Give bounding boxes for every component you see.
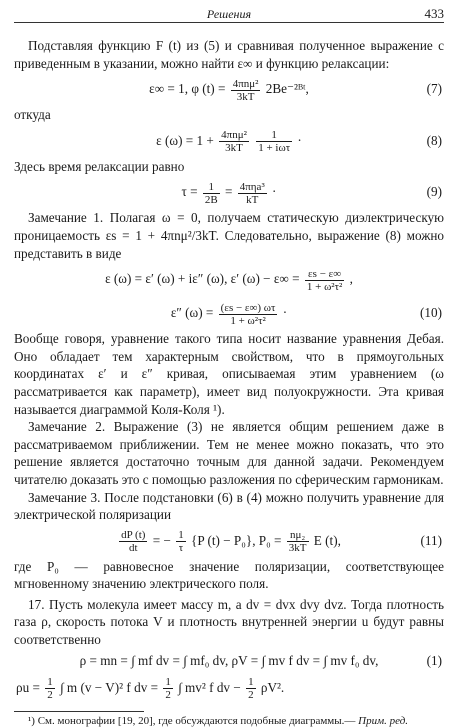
- eq10b-lhs: ε″ (ω) =: [170, 305, 214, 321]
- eq8-fraction-2: $\frac{1}{\text{1 + iωτ}}$: [258, 129, 291, 155]
- eq1b-lhs: ρu =: [16, 679, 40, 695]
- eq1b-mid: ∫ m (v − V)² f dv =: [60, 679, 159, 695]
- equation-10a: [14, 262, 444, 296]
- eq1b-fraction-1: $\frac{1}{2}$: [47, 676, 53, 702]
- eq10b-rhs: ·: [282, 305, 288, 321]
- page-header: [14, 4, 444, 23]
- page-content: [14, 37, 444, 728]
- equation-number-7: (7): [426, 81, 442, 97]
- eq9-fraction-2: $\frac{\text{4πηa³}}{kT}$: [239, 180, 265, 206]
- equation-10b: [14, 296, 444, 330]
- paragraph-1: Подставляя функцию F (t) из (5) и сравнивая полученное выражение с приведенным в указании, можно найти ε∞ и функцию релаксации:: [14, 38, 444, 71]
- eq11-rhs1: {P (t) − P₀}, P₀ =: [190, 532, 282, 548]
- eq10a-fraction: $\frac{\varepsilon s - \varepsilon\infty}{\text{1 + ω²τ²}}$: [306, 267, 343, 293]
- eq7-fraction: $\frac{\text{4πnμ²}}{3kT}$: [232, 77, 259, 103]
- equation-7: [14, 72, 444, 106]
- book-page: [14, 4, 444, 728]
- footnote-editor-note: Прим. ред.: [358, 714, 409, 727]
- eq10b-fraction: $\frac{(\varepsilon s - \varepsilon\infty) \omega\tau}{\text{1 + ω²τ²}}$: [220, 301, 276, 327]
- eq1b-rhs2: ρV².: [260, 679, 285, 695]
- paragraph-4: Замечание 1. Полагая ω = 0, получаем статическую диэлектрическую проницаемость εs = 1 + 4πnμ²/3kT. Следовательно, выражение (8) можно представить в виде: [14, 210, 444, 261]
- eq11-mid: = −: [152, 532, 171, 548]
- equation-number-10: (10): [420, 305, 442, 321]
- paragraph-6: Замечание 2. Выражение (3) не является общим решением даже в рассматриваемом приближении. Тем не менее можно показать, что это решение является достаточно точным для данной задачи. Рекомендуем читателю доказать это с помощью разложения по сферическим гармоникам.: [14, 419, 444, 487]
- eq11-rhs2: E (t),: [313, 532, 341, 548]
- equation-11: [14, 524, 444, 558]
- eq1b-fraction-2: $\frac{1}{2}$: [165, 676, 171, 702]
- equation-number-8: (8): [426, 132, 442, 148]
- equation-number-1: (1): [426, 652, 442, 668]
- equation-1a: [14, 649, 444, 671]
- equation-1b: [14, 671, 444, 705]
- eq10a-lhs: ε (ω) = ε′ (ω) + iε″ (ω), ε′ (ω) − ε∞ =: [105, 271, 300, 287]
- paragraph-9: 17. Пусть молекула имеет массу m, а dv = dvx dvy dvz. Тогда плотность газа ρ, скорость потока V и плотность внутренней энергии u будут равны соответственно: [14, 596, 444, 648]
- eq9-mid: =: [225, 184, 233, 200]
- equation-number-9: (9): [426, 184, 442, 200]
- eq1b-rhs: ∫ mv² f dv −: [178, 679, 241, 695]
- footnote-divider: [14, 711, 144, 712]
- eq11-derivative: $\frac{dP (t)}{dt}$: [121, 529, 146, 555]
- equation-9: [14, 175, 444, 209]
- eq10a-rhs: ,: [349, 271, 353, 287]
- running-title: Решения: [206, 7, 252, 21]
- eq8-lhs: ε (ω) = 1 +: [156, 132, 214, 148]
- equation-number-11: (11): [420, 532, 442, 548]
- eq9-fraction-1: $\frac{1}{2B}$: [204, 180, 218, 206]
- eq7-lhs: ε∞ = 1, φ (t) =: [149, 81, 226, 97]
- eq11-fraction-2: $\frac{\text{nμ₂}}{3kT}$: [288, 529, 307, 555]
- equation-8: [14, 124, 444, 158]
- footnote-text: ¹) См. монографии [19, 20], где обсуждаются подобные диаграммы.—: [28, 714, 356, 727]
- eq8-rhs: ·: [297, 132, 302, 148]
- paragraph-2: откуда: [14, 107, 51, 123]
- eq7-rhs: 2Be⁻²ᴮᵗ,: [265, 81, 309, 97]
- footnote: [14, 715, 444, 728]
- eq1a-text: ρ = mn = ∫ mf dv = ∫ mf₀ dv, ρV = ∫ mv f dv = ∫ mv f₀ dv,: [79, 652, 379, 668]
- eq8-fraction-1: $\frac{\text{4πnμ²}}{3kT}$: [221, 129, 247, 155]
- paragraph-7: Замечание 3. После подстановки (6) в (4) можно получить уравнение для электрической поляризации: [14, 489, 444, 523]
- eq9-rhs: ·: [272, 184, 277, 200]
- paragraph-8: где P₀ — равновесное значение поляризации, соответствующее мгновенному значению электрического поля.: [14, 558, 444, 592]
- page-number: 433: [424, 6, 444, 21]
- eq9-lhs: τ =: [181, 184, 198, 200]
- eq1b-fraction-3: $\frac{1}{2}$: [248, 676, 254, 702]
- eq11-fraction-1: $\frac{1}{\tau}$: [178, 529, 184, 555]
- paragraph-3: Здесь время релаксации равно: [14, 158, 185, 174]
- paragraph-5: Вообще говоря, уравнение такого типа носит название уравнения Дебая. Оно обладает тем характерным свойством, что в прямоугольных координатах ε′ и ε″ кривая, описываемая этим уравнением (ω рассматривается как параметр), имеет вид полуокружности. Эта кривая называется диаграммой Коля-Коля ¹).: [14, 331, 444, 417]
